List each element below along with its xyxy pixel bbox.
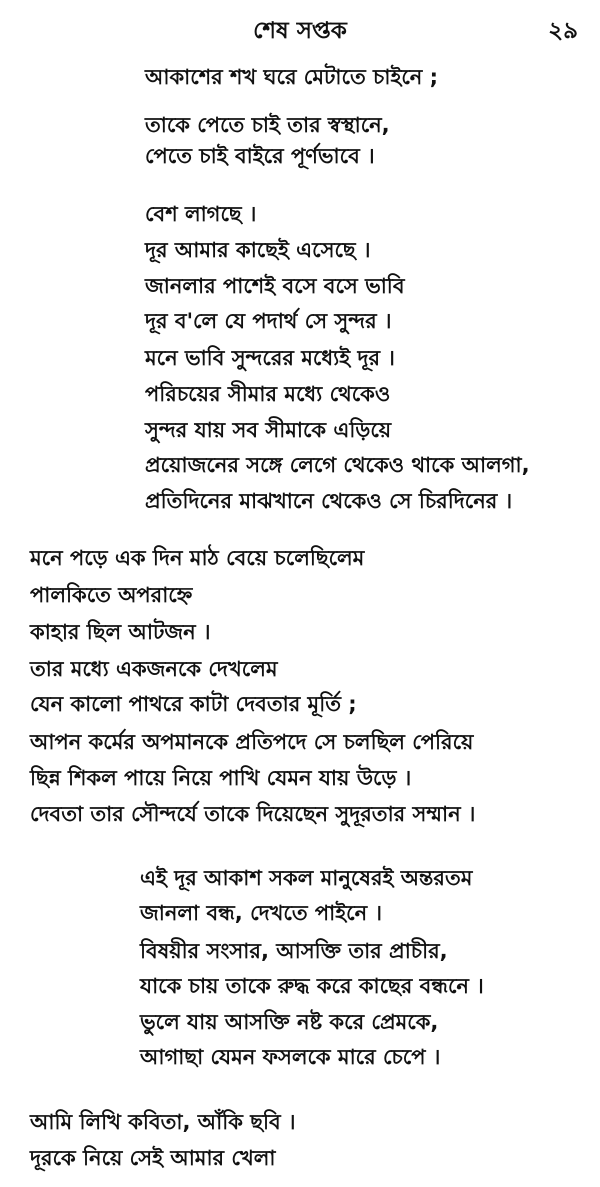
stanza-4-line-1: এই দূর আকাশ সকল মানুষেরই অন্তরতম (140, 866, 473, 890)
stanza-2-line-2: দূর আমার কাছেই এসেছে । (145, 238, 371, 262)
stanza-4-line-4: যাকে চায় তাকে রুদ্ধ করে কাছের বন্ধনে । (140, 974, 484, 998)
stanza-3-line-2: পালকিতে অপরাহ্নে (30, 583, 193, 607)
stanza-5-line-2: দূরকে নিয়ে সেই আমার খেলা (30, 1146, 276, 1170)
stanza-2-line-9: প্রতিদিনের মাঝখানে থেকেও সে চিরদিনের । (145, 489, 513, 513)
stanza-3-line-4: তার মধ্যে একজনকে দেখলেম (30, 657, 278, 681)
stanza-3-line-7: ছিন্ন শিকল পায়ে নিয়ে পাখি যেমন যায় উড়ে । (30, 766, 412, 790)
stanza-2-line-1: বেশ লাগছে । (145, 202, 257, 226)
stanza-2-line-4: দূর ব'লে যে পদার্থ সে সুন্দর । (145, 309, 392, 333)
stanza-2-line-3: জানলার পাশেই বসে বসে ভাবি (145, 274, 405, 298)
stanza-4-line-5: ভুলে যায় আসক্তি নষ্ট করে প্রেমকে, (140, 1010, 439, 1034)
stanza-4-line-3: বিষয়ীর সংসার, আসক্তি তার প্রাচীর, (140, 939, 448, 963)
stanza-2-line-5: মনে ভাবি সুন্দরের মধ্যেই দূর । (145, 346, 395, 370)
stanza-4-line-2: জানলা বন্ধ, দেখতে পাইনে । (140, 901, 382, 925)
stanza-1-line-2: তাকে পেতে চাই তার স্বস্থানে, (145, 113, 390, 137)
stanza-1-line-1: আকাশের শখ ঘরে মেটাতে চাইনে ; (145, 65, 439, 89)
stanza-3-line-1: মনে পড়ে এক দিন মাঠ বেয়ে চলেছিলেম (30, 546, 365, 570)
stanza-2-line-8: প্রয়োজনের সঙ্গে লেগে থেকেও থাকে আলগা, (145, 453, 530, 477)
page-number: ২৯ (548, 18, 578, 44)
stanza-5-line-1: আমি লিখি কবিতা, আঁকি ছবি । (30, 1110, 296, 1134)
page-title: শেষ সপ্তক (253, 18, 347, 44)
stanza-3-line-5: যেন কালো পাথরে কাটা দেবতার মূর্তি ; (30, 692, 357, 716)
stanza-2-line-7: সুন্দর যায় সব সীমাকে এড়িয়ে (145, 418, 392, 442)
stanza-1-line-3: পেতে চাই বাইরে পূর্ণভাবে । (145, 144, 375, 168)
stanza-4-line-6: আগাছা যেমন ফসলকে মারে চেপে । (140, 1045, 441, 1069)
stanza-3-line-6: আপন কর্মের অপমানকে প্রতিপদে সে চলছিল পেরিয়ে (30, 730, 474, 754)
stanza-2-line-6: পরিচয়ের সীমার মধ্যে থেকেও (145, 382, 391, 406)
stanza-3-line-8: দেবতা তার সৌন্দর্যে তাকে দিয়েছেন সুদূরতার সম্মান । (30, 802, 476, 826)
stanza-3-line-3: কাহার ছিল আটজন । (30, 620, 211, 644)
